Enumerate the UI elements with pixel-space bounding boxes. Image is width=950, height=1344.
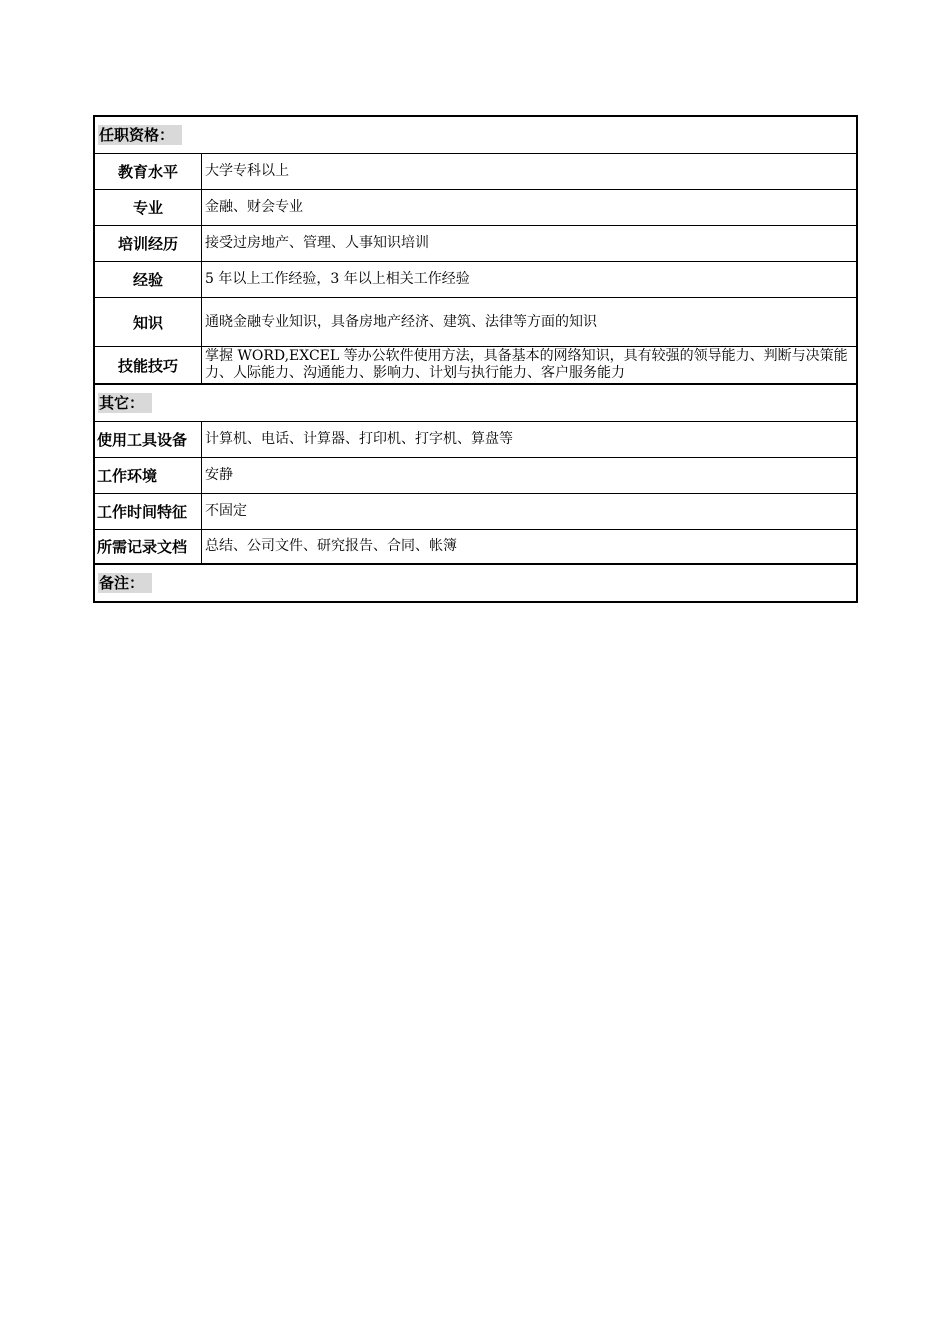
row-value: 掌握 WORD,EXCEL 等办公软件使用方法，具备基本的网络知识，具有较强的领导能力、判断与决策能力、人际能力、沟通能力、影响力、计划与执行能力、客户服务能力 [205, 348, 848, 381]
qualifications-heading: 任职资格： [98, 125, 182, 145]
row-value: 总结、公司文件、研究报告、合同、帐簿 [205, 538, 457, 554]
row-label: 培训经历 [95, 226, 202, 261]
row-value: 接受过房地产、管理、人事知识培训 [205, 235, 429, 251]
row-label: 使用工具设备 [95, 422, 202, 457]
row-value: 安静 [205, 467, 233, 483]
table-row-experience [95, 261, 856, 297]
table-row-education [95, 153, 856, 189]
row-value: 不固定 [205, 503, 247, 519]
remarks-heading: 备注： [98, 573, 152, 593]
table-row-environment [95, 457, 856, 493]
table-row-training [95, 225, 856, 261]
table-row-skills [95, 346, 856, 385]
row-label: 工作时间特征 [95, 494, 202, 529]
other-heading: 其它： [98, 393, 152, 413]
row-label: 技能技巧 [95, 347, 202, 383]
row-value: 通晓金融专业知识，具备房地产经济、建筑、法律等方面的知识 [205, 313, 597, 330]
table-row-working-hours [95, 493, 856, 529]
job-description-table [93, 115, 858, 603]
row-label: 所需记录文档 [95, 530, 202, 563]
qualifications-heading-row [95, 117, 856, 153]
table-row-documents [95, 529, 856, 565]
remarks-heading-row [95, 565, 856, 601]
row-value: 计算机、电话、计算器、打印机、打字机、算盘等 [205, 431, 513, 447]
table-row-major [95, 189, 856, 225]
other-heading-row [95, 385, 856, 421]
row-label: 教育水平 [95, 154, 202, 189]
row-label: 专业 [95, 190, 202, 225]
row-label: 工作环境 [95, 458, 202, 493]
row-label: 经验 [95, 262, 202, 297]
row-value: 大学专科以上 [205, 163, 289, 179]
table-row-knowledge [95, 297, 856, 346]
row-value: 5 年以上工作经验，3 年以上相关工作经验 [205, 271, 470, 287]
row-label: 知识 [95, 298, 202, 346]
table-row-tools [95, 421, 856, 457]
row-value: 金融、财会专业 [205, 199, 303, 215]
